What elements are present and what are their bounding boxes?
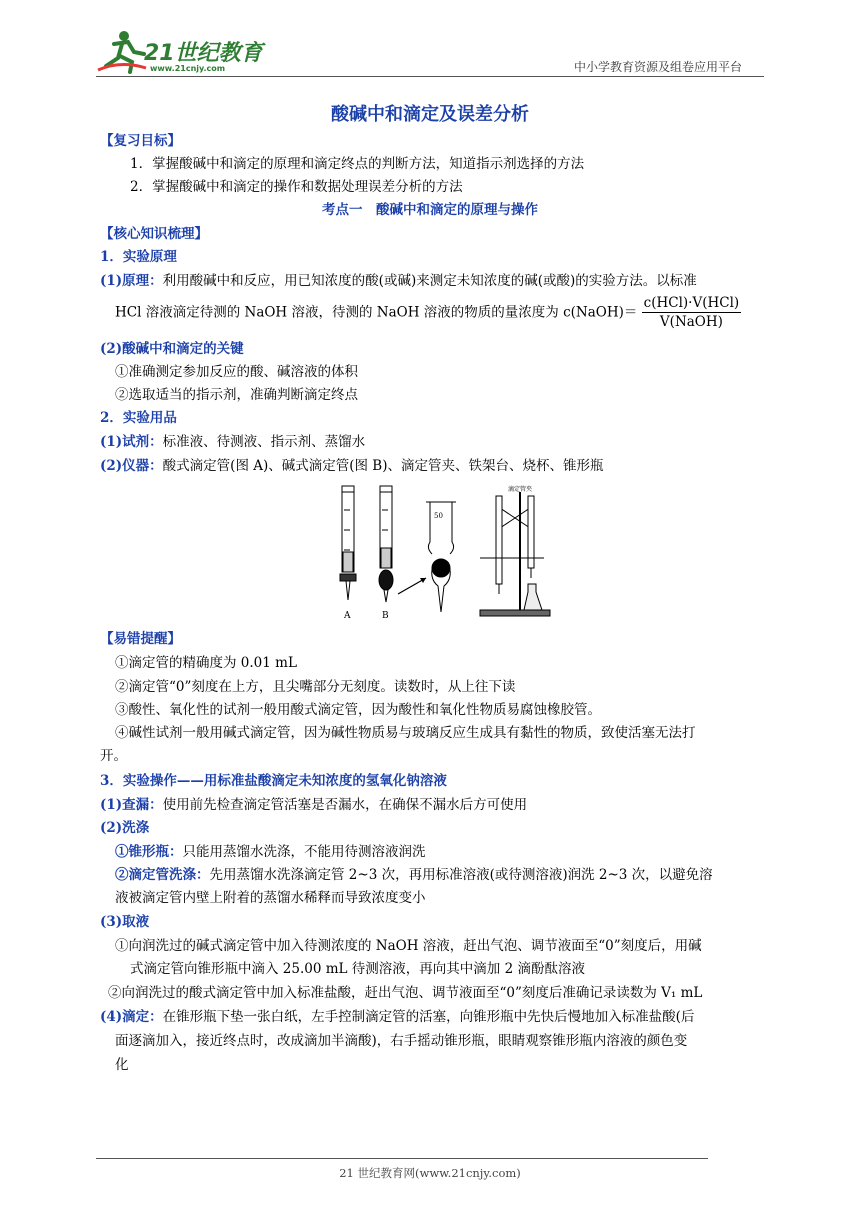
s1-p2-item-2: ②选取适当的指示剂，准确判断滴定终点 (115, 387, 358, 403)
tip-3: ③酸性、氧化性的试剂一般用酸式滴定管，因为酸性和氧化性物质易腐蚀橡胶管。 (115, 702, 601, 718)
s2-reagents (100, 431, 365, 453)
s1-p1-line2-text: HCl 溶液滴定待测的 NaOH 溶液，待测的 NaOH 溶液的物质的量浓度为 c(NaOH)＝ (115, 304, 638, 321)
header-right-text: 中小学教育资源及组卷应用平台 (574, 60, 743, 74)
topic-heading: 考点一 酸碱中和滴定的原理与操作 (322, 202, 538, 218)
s3-take-1-line2: 式滴定管向锥形瓶中滴入 25.00 mL 待测溶液，再向其中滴加 2 滴酚酞溶液 (130, 961, 585, 977)
s1-p2-item-1: ①准确测定参加反应的酸、碱溶液的体积 (115, 364, 358, 380)
acid-burette-a (340, 486, 356, 600)
tip-1: ①滴定管的精确度为 0.01 mL (115, 655, 297, 671)
s3-titration-line2: 面逐滴加入，接近终点时，改成滴加半滴酸)，右手摇动锥形瓶，眼睛观察锥形瓶内溶液的颜色变 (115, 1033, 688, 1049)
s3-leak-label: (1)查漏： (100, 797, 163, 813)
s3-titration (100, 1006, 694, 1028)
s3-titration-label: (4)滴定： (100, 1009, 163, 1025)
fraction-denominator: V(NaOH) (659, 314, 723, 330)
iron-stand (480, 492, 550, 616)
footer-divider (96, 1158, 708, 1159)
s3-wash2-label: ②滴定管洗涤： (115, 867, 210, 883)
review-heading: 【复习目标】 (100, 133, 181, 149)
logo-text: 21世纪教育 (144, 41, 263, 66)
s1-p2-label: (2)酸碱中和滴定的关键 (100, 341, 244, 357)
clamp-label: 滴定管夹 (508, 486, 533, 493)
s3-take-label: (3)取液 (100, 914, 150, 930)
s3-titration-line3: 化 (115, 1057, 129, 1073)
s1-heading: 1．实验原理 (100, 249, 177, 265)
s3-wash1-label: ①锥形瓶： (115, 844, 183, 860)
header-divider (96, 76, 764, 77)
s2-instruments-text: 酸式滴定管(图 A)、碱式滴定管(图 B)、滴定管夹、铁架台、烧杯、锥形瓶 (162, 458, 604, 474)
tip-4: ④碱性试剂一般用碱式滴定管，因为碱性物质易与玻璃反应生成具有黏性的物质，致使活塞无法打 (115, 725, 696, 741)
s1-p1-label: (1)原理： (100, 273, 163, 289)
core-heading: 【核心知识梳理】 (100, 226, 208, 242)
s3-heading: 3．实验操作——用标准盐酸滴定未知浓度的氢氧化钠溶液 (100, 773, 447, 789)
s2-instruments (100, 455, 604, 477)
concentration-fraction (642, 294, 742, 331)
s1-p1-line2 (115, 294, 741, 331)
s3-take-2: ②向润洗过的酸式滴定管中加入标准盐酸，赶出气泡、调节液面至“0”刻度后准确记录读数为 V₁ mL (108, 985, 703, 1001)
runner-logo-icon (94, 30, 148, 74)
site-logo (94, 30, 264, 76)
s2-reagents-text: 标准液、待测液、指示剂、蒸馏水 (162, 434, 366, 450)
tip-2: ②滴定管“0”刻度在上方，且尖嘴部分无刻度。读数时，从上往下读 (115, 679, 516, 695)
burette-figure (330, 482, 552, 622)
s3-wash-2 (115, 864, 713, 886)
s1-p1 (100, 270, 697, 292)
label-a: A (344, 611, 351, 621)
s2-instruments-label: (2)仪器： (100, 458, 163, 474)
s3-wash1-text: 只能用蒸馏水洗涤，不能用待测溶液润洗 (182, 844, 426, 860)
s3-wash-2-line2: 液被滴定管内壁上附着的蒸馏水稀释而导致浓度变小 (115, 890, 426, 906)
s3-wash2-text: 先用蒸馏水洗涤滴定管 2~3 次，再用标准溶液(或待测溶液)润洗 2~3 次，以避免溶 (209, 867, 713, 883)
s3-leak (100, 794, 527, 816)
tip-4-cont: 开。 (100, 748, 127, 764)
s3-wash-label: (2)洗涤 (100, 820, 150, 836)
review-item-1: 1．掌握酸碱中和滴定的原理和滴定终点的判断方法，知道指示剂选择的方法 (130, 156, 585, 172)
s3-take-1: ①向润洗过的碱式滴定管中加入待测浓度的 NaOH 溶液，赶出气泡、调节液面至“0”刻度后，用碱 (115, 938, 702, 954)
s3-wash-1 (115, 841, 426, 863)
label-b: B (382, 611, 389, 621)
s2-reagents-label: (1)试剂： (100, 434, 163, 450)
review-item-2: 2．掌握酸碱中和滴定的操作和数据处理误差分析的方法 (130, 179, 463, 195)
tips-heading: 【易错提醒】 (100, 631, 181, 647)
footer-text: 21 世纪教育网(www.21cnjy.com) (339, 1166, 521, 1180)
s2-heading: 2．实验用品 (100, 410, 177, 426)
label-50: 50 (434, 512, 443, 520)
page-title: 酸碱中和滴定及误差分析 (331, 104, 529, 125)
base-burette-b (379, 486, 393, 602)
s3-leak-text: 使用前先检查滴定管活塞是否漏水，在确保不漏水后方可使用 (162, 797, 528, 813)
s3-titration-text: 在锥形瓶下垫一张白纸，左手控制滴定管的活塞，向锥形瓶中先快后慢地加入标准盐酸(后 (162, 1009, 695, 1025)
logo-url: www.21cnjy.com (150, 64, 226, 73)
fraction-numerator: c(HCl)·V(HCl) (643, 295, 740, 311)
s1-p1-text: 利用酸碱中和反应，用已知浓度的酸(或碱)来测定未知浓度的碱(或酸)的实验方法。以标准 (162, 273, 697, 289)
